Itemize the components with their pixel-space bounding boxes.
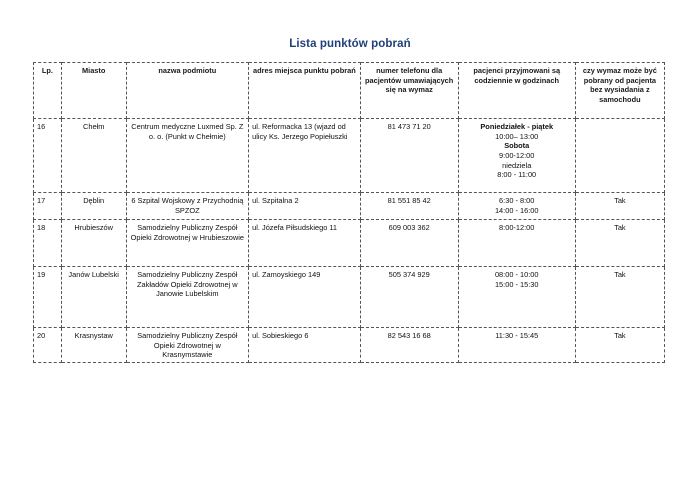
collection-points-table [33, 62, 665, 363]
hours-line: 9:00-12:00 [499, 150, 535, 160]
cell-nazwa: Samodzielny Publiczny Zespół Opieki Zdrowotnej w Krasnymstawie [126, 328, 249, 363]
cell-telefon: 505 374 929 [360, 267, 458, 328]
hours-line: 14:00 - 16:00 [494, 205, 539, 215]
header-adres: adres miejsca punktu pobrań [249, 63, 360, 119]
cell-lp: 18 [34, 220, 62, 267]
cell-lp: 16 [34, 119, 62, 193]
table-header-row [34, 63, 665, 119]
hours-line: Sobota [504, 141, 530, 151]
hours-line: niedziela [502, 160, 532, 170]
cell-telefon: 81 551 85 42 [360, 193, 458, 220]
header-nazwa: nazwa podmiotu [126, 63, 249, 119]
cell-nazwa: 6 Szpital Wojskowy z Przychodnią SPZOZ [126, 193, 249, 220]
hours-line: 8:00-12:00 [499, 223, 535, 232]
hours-line: 6:30 - 8:00 [499, 196, 535, 205]
cell-adres: ul. Sobieskiego 6 [249, 328, 360, 363]
cell-godziny [458, 193, 575, 220]
header-miasto: Miasto [61, 63, 126, 119]
cell-telefon: 609 003 362 [360, 220, 458, 267]
header-godziny: pacjenci przyjmowani są codziennie w godzinach [458, 63, 575, 119]
cell-wymaz: Tak [575, 328, 664, 363]
cell-godziny [458, 267, 575, 328]
cell-telefon: 82 543 16 68 [360, 328, 458, 363]
cell-nazwa: Samodzielny Publiczny Zespół Opieki Zdrowotnej w Hrubieszowie [126, 220, 249, 267]
cell-lp: 19 [34, 267, 62, 328]
cell-wymaz [575, 119, 664, 193]
table-row [34, 328, 665, 363]
header-lp: Lp. [34, 63, 62, 119]
cell-wymaz: Tak [575, 220, 664, 267]
hours-line: 08:00 - 10:00 [494, 270, 539, 279]
table-row [34, 193, 665, 220]
cell-wymaz: Tak [575, 193, 664, 220]
hours-line: 10:00– 13:00 [495, 131, 539, 141]
cell-miasto: Hrubieszów [61, 220, 126, 267]
cell-lp: 20 [34, 328, 62, 363]
hours-line: Poniedziałek - piątek [480, 122, 554, 131]
header-telefon: numer telefonu dla pacjentów umawiających się na wymaz [360, 63, 458, 119]
cell-miasto: Janów Lubelski [61, 267, 126, 328]
cell-telefon: 81 473 71 20 [360, 119, 458, 193]
hours-line: 15:00 - 15:30 [494, 279, 539, 289]
cell-miasto: Dęblin [61, 193, 126, 220]
table-row [34, 220, 665, 267]
hours-line: 8:00 - 11:00 [497, 170, 537, 180]
cell-lp: 17 [34, 193, 62, 220]
cell-adres: ul. Józefa Piłsudskiego 11 [249, 220, 360, 267]
page-title: Lista punktów pobrań [289, 38, 411, 50]
header-wymaz: czy wymaz może być pobrany od pacjenta bez wysiadania z samochodu [575, 63, 664, 119]
hours-line: 11:30 - 15:45 [495, 331, 539, 340]
cell-godziny [458, 119, 575, 193]
cell-miasto: Krasnystaw [61, 328, 126, 363]
cell-wymaz: Tak [575, 267, 664, 328]
cell-miasto: Chełm [61, 119, 126, 193]
table-row [34, 267, 665, 328]
cell-nazwa: Centrum medyczne Luxmed Sp. Z o. o. (Punkt w Chełmie) [126, 119, 249, 193]
cell-adres: ul. Reformacka 13 (wjazd od ulicy Ks. Jerzego Popiełuszki [249, 119, 360, 193]
table-row [34, 119, 665, 193]
cell-adres: ul. Zamoyskiego 149 [249, 267, 360, 328]
cell-godziny [458, 220, 575, 267]
cell-adres: ul. Szpitalna 2 [249, 193, 360, 220]
cell-nazwa: Samodzielny Publiczny Zespół Zakładów Opieki Zdrowotnej w Janowie Lubelskim [126, 267, 249, 328]
cell-godziny [458, 328, 575, 363]
